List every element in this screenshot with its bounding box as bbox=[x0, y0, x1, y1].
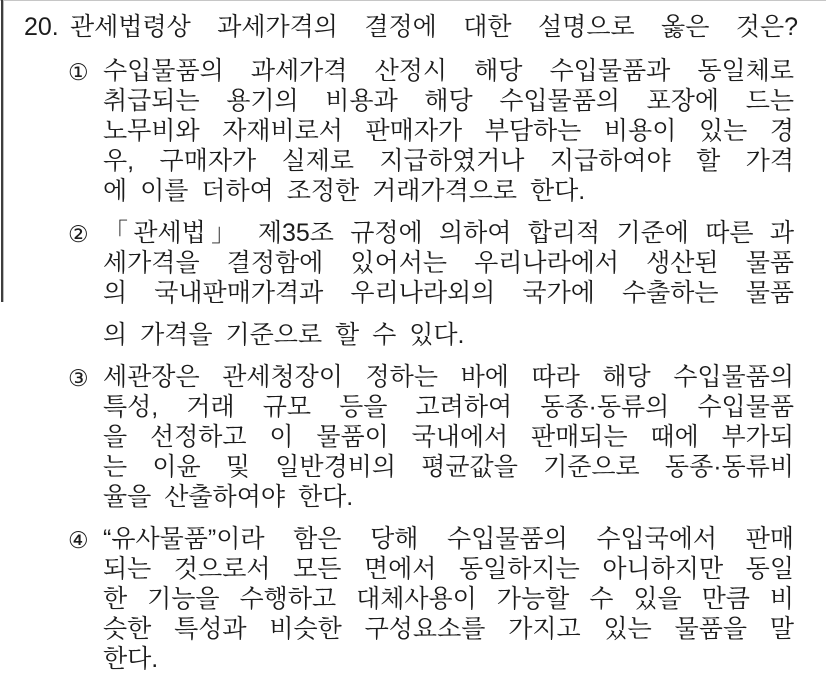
option-1 bbox=[68, 56, 794, 206]
option-2-line: 세가격을 결정함에 있어서는 우리나라에서 생산된 물품 bbox=[103, 249, 794, 277]
option-3 bbox=[68, 362, 794, 512]
option-1-line: 에 이를 더하여 조정한 거래가격으로 한다. bbox=[103, 177, 586, 205]
option-1-marker: ① bbox=[68, 59, 89, 85]
page-top-rule bbox=[0, 0, 826, 1]
option-1-text bbox=[103, 56, 794, 206]
options-list bbox=[68, 56, 794, 686]
option-3-line: 특성, 거래 규모 등을 고려하여 동종·동류의 수입물품 bbox=[103, 393, 794, 421]
question-title: 관세법령상 과세가격의 결정에 대한 설명으로 옳은 것은? bbox=[70, 13, 798, 41]
option-2-line: 의 가격을 기준으로 할 수 있다. bbox=[103, 321, 465, 349]
page-left-rule bbox=[1, 0, 3, 302]
question-header bbox=[24, 12, 798, 42]
option-4-line: 한 기능을 수행하고 대체사용이 가능할 수 있을 만큼 비 bbox=[103, 585, 794, 613]
option-3-line: 율을 산출하여야 한다. bbox=[103, 483, 354, 511]
option-2-line: 의 국내판매가격과 우리나라외의 국가에 수출하는 물품 bbox=[103, 279, 794, 307]
option-2 bbox=[68, 218, 794, 350]
option-4-text bbox=[103, 524, 794, 674]
option-4-line: 슷한 특성과 비슷한 구성요소를 가지고 있는 물품을 말 bbox=[103, 615, 794, 643]
option-1-line: 수입물품의 과세가격 산정시 해당 수입물품과 동일체로 bbox=[103, 57, 794, 85]
option-1-line: 취급되는 용기의 비용과 해당 수입물품의 포장에 드는 bbox=[103, 87, 794, 115]
option-4-line: 한다. bbox=[103, 645, 159, 673]
option-3-marker: ③ bbox=[68, 365, 89, 391]
option-2-marker: ② bbox=[68, 221, 89, 247]
option-4-line: “유사물품”이라 함은 당해 수입물품의 수입국에서 판매 bbox=[103, 525, 794, 553]
option-2-line: 「관세법」 제35조 규정에 의하여 합리적 기준에 따른 과 bbox=[103, 219, 794, 247]
option-3-text bbox=[103, 362, 794, 512]
option-4-line: 되는 것으로서 모든 면에서 동일하지는 아니하지만 동일 bbox=[103, 555, 794, 583]
option-3-line: 는 이윤 및 일반경비의 평균값을 기준으로 동종·동류비 bbox=[103, 453, 794, 481]
option-4-marker: ④ bbox=[68, 527, 89, 553]
option-3-line: 을 선정하고 이 물품이 국내에서 판매되는 때에 부가되 bbox=[103, 423, 794, 451]
question-number: 20. bbox=[24, 13, 59, 41]
option-1-line: 우, 구매자가 실제로 지급하였거나 지급하여야 할 가격 bbox=[103, 147, 794, 175]
option-3-line: 세관장은 관세청장이 정하는 바에 따라 해당 수입물품의 bbox=[103, 363, 794, 391]
option-1-line: 노무비와 자재비로서 판매자가 부담하는 비용이 있는 경 bbox=[103, 117, 794, 145]
option-4 bbox=[68, 524, 794, 674]
option-2-text bbox=[103, 218, 794, 350]
